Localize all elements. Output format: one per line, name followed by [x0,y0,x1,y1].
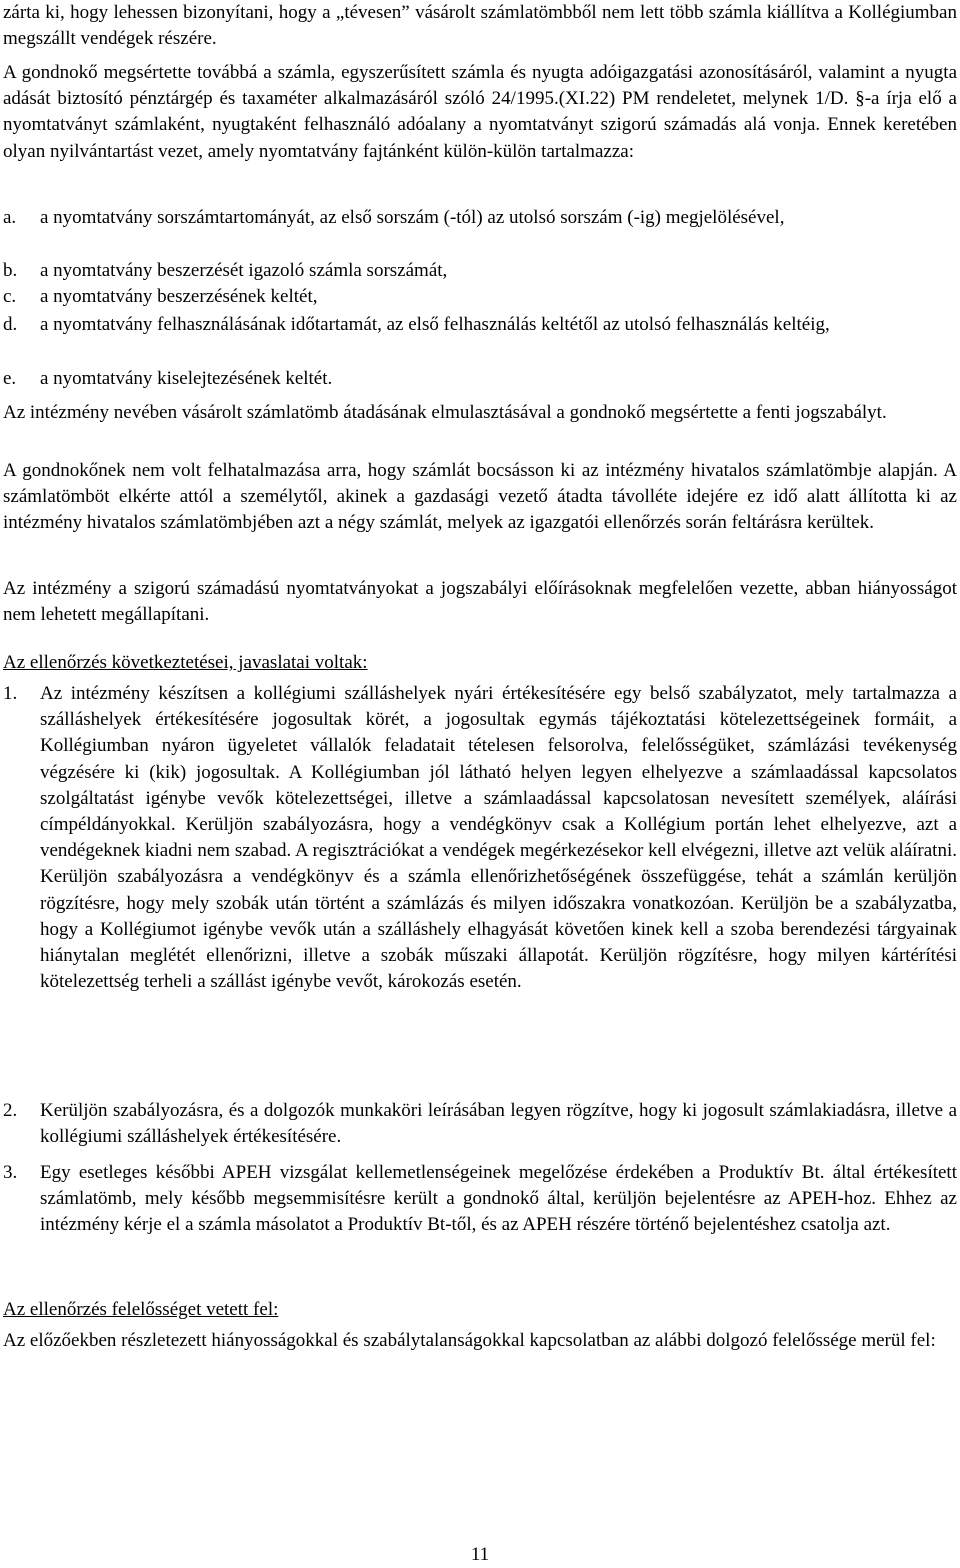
list-item-label: e. [3,368,17,389]
numbered-item-label: 3. [3,1162,18,1183]
paragraph-strict-records: Az intézmény a szigorú számadású nyomtatványokat a jogszabályi előírásoknak megfelelően vezette, abban hiányosságot nem lehetett megállapítani. [3,578,957,626]
paragraph-liability: Az előzőekben részletezett hiányosságokkal és szabálytalanságokkal kapcsolatban az alábbi dolgozó felelőssége merül fel: [3,1330,936,1351]
heading-conclusions: Az ellenőrzés következtetései, javaslatai voltak: [3,652,368,673]
paragraph-intro: zárta ki, hogy lehessen bizonyítani, hogy a „tévesen” vásárolt számlatömbből nem lett több számla kiállítva a Kollégiumban megszállt vendégek részére. [3,2,957,50]
paragraph-authorization: A gondnokőnek nem volt felhatalmazása arra, hogy számlát bocsásson ki az intézmény hivatalos számlatömbje alapján. A számlatömböt elkérte attól a személytől, akinek a gazdasági vezető átadta távolléte idejére ez idő alatt állította ki az intézmény hivatalos számlatömbjében azt a négy számlát, melyek az igazgatói ellenőrzés során feltárásra kerültek. [3,460,957,534]
paragraph-violation: Az intézmény nevében vásárolt számlatömb átadásának elmulasztásával a gondnokő megsértette a fenti jogszabályt. [3,402,887,423]
list-item: a nyomtatvány felhasználásának időtartamát, az első felhasználás keltétől az utolsó felhasználás keltéig, [40,314,830,335]
list-item: a nyomtatvány kiselejtezésének keltét. [40,368,333,389]
numbered-item: Egy esetleges későbbi APEH vizsgálat kellemetlenségeinek megelőzése érdekében a Produktív Bt. által értékesített számlatömb, mely később megsemmisítésre került a gondnokő által, kerüljön bejelentésre az APEH-hoz. Ehhez az intézmény kérje el a számla másolatot a Produktív Bt-től, és az APEH részére történő bejelentéshez csatolja azt. [40,1162,957,1236]
list-item-label: b. [3,260,18,281]
list-item: a nyomtatvány beszerzésének keltét, [40,286,318,307]
page-number: 11 [470,1544,490,1565]
numbered-item: Kerüljön szabályozásra, és a dolgozók munkaköri leírásában legyen rögzítve, hogy ki jogosult számlakiadásra, illetve a kollégiumi szálláshelyek értékesítésére. [40,1100,957,1148]
paragraph-regulation: A gondnokő megsértette továbbá a számla, egyszerűsített számla és nyugta adóigazgatási azonosításáról, valamint a nyugta adását biztosító pénztárgép és taxaméter alkalmazásáról szóló 24/1995.(XI.22) PM rendeletet, melynek 1/D. §-a írja elő a nyomtatványt számlaként, nyugtaként felhasználó adóalany a nyomtatványt szigorú számadás alá vonja. Ennek keretében olyan nyilvántartást vezet, amely nyomtatvány fajtánként külön-külön tartalmazza: [3,62,957,162]
heading-responsibility: Az ellenőrzés felelősséget vetett fel: [3,1299,279,1320]
numbered-item-label: 2. [3,1100,18,1121]
list-item: a nyomtatvány beszerzését igazoló számla sorszámát, [40,260,448,281]
list-item-label: c. [3,286,17,307]
list-item-label: a. [3,207,17,228]
list-item-label: d. [3,314,18,335]
numbered-item-label: 1. [3,683,18,704]
numbered-item: Az intézmény készítsen a kollégiumi szálláshelyek nyári értékesítésére egy belső szabályzatot, mely tartalmazza a szálláshelyek értékesítésére jogosultak körét, a jogosultak egymás tájékoztatási kötelezettségeinek formáit, a Kollégiumban nyáron ügyeletet vállalók feladatait tételesen felsorolva, felelősségüket, számlázási tevékenység végzésére ki (kik) jogosultak. A Kollégiumban jól látható helyen legyen elhelyezve a számlaadással kapcsolatos szolgáltatást igénybe vevők kötelezettségei, illetve a számlaadással kapcsolatosan nevesített személyek, aláírási címpéldányokkal. Kerüljön szabályozásra, hogy a vendégkönyv csak a Kollégium portán lehet elhelyezve, azt a vendégeknek kiadni nem szabad. A regisztrációkat a vendégek megérkezésekor kell elvégezni, illetve azt velük aláíratni. Kerüljön szabályozásra a vendégkönyv és a számla ellenőrizhetőségének összefüggése, tehát a számlán kerüljön rögzítésre, hogy mely szobák után történt a számlázás és milyen időszakra vonatkozóan. Kerüljön be a szabályzatba, hogy a Kollégiumot igénybe vevők után a szálláshely elhagyását követően kinek kell a szoba berendezési tárgyainak hiánytalan meglétét ellenőrizni, illetve a szobák műszaki állapotát. Kerüljön rögzítésre, hogy milyen kártérítési kötelezettség terheli a szállást igénybe vevőt, károkozás esetén. [40,683,957,993]
list-item: a nyomtatvány sorszámtartományát, az első sorszám (-tól) az utolsó sorszám (-ig) megjelölésével, [40,207,785,228]
